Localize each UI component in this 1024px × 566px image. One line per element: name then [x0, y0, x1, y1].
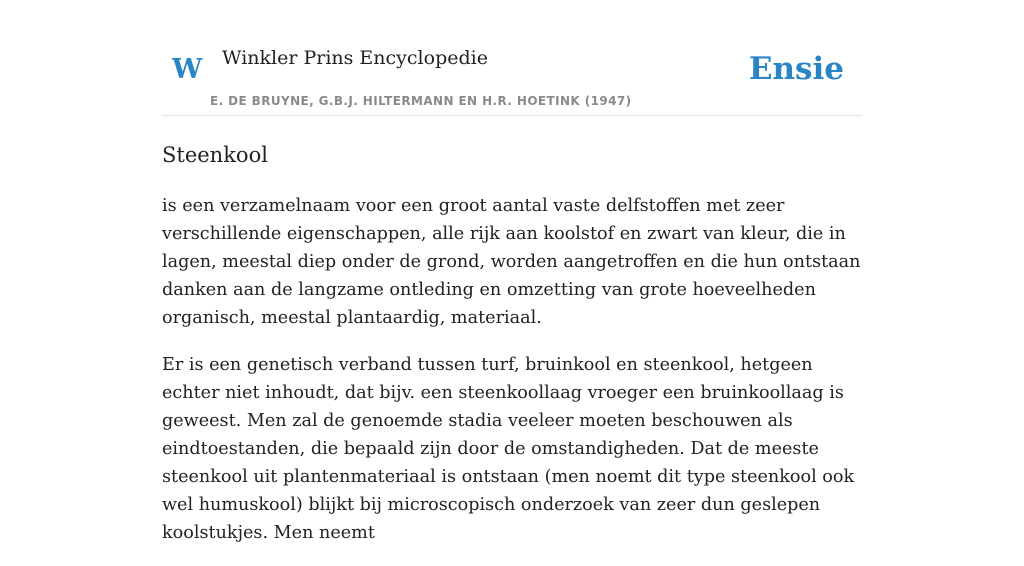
article-paragraph: Er is een genetisch verband tussen turf, bruinkool en steenkool, hetgeen echter niet inhoudt, dat bijv. een steenkoollaag vroeger een bruinkoollaag is geweest. Men zal de genoemde stadia veeleer moeten beschouwen als eindtoestanden, die bepaald zijn door de omstandigheden. Dat de meeste steenkool uit plantenmateriaal is ontstaan (men noemt dit type steenkool ook wel humuskool) blijkt bij microscopisch onderzoek van zeer dun geslepen koolstukjes. Men neemt [162, 355, 855, 543]
winkler-prins-logo-icon: W [172, 54, 203, 85]
article-body [162, 192, 862, 566]
source-authors: E. DE BRUYNE, G.B.J. HILTERMANN EN H.R. HOETINK (1947) [210, 94, 632, 108]
source-header [162, 40, 862, 116]
article-title: Steenkool [162, 143, 268, 167]
source-title: Winkler Prins Encyclopedie [222, 47, 488, 69]
article-paragraph: is een verzamelnaam voor een groot aantal vaste delfstoffen met zeer verschillende eigenschappen, alle rijk aan koolstof en zwart van kleur, die in lagen, meestal diep onder de grond, worden aangetroffen en die hun ontstaan danken aan de langzame ontleding en omzetting van grote hoeveelheden organisch, meestal plantaardig, materiaal. [162, 196, 861, 328]
ensie-brand-link[interactable]: Ensie [748, 51, 844, 87]
